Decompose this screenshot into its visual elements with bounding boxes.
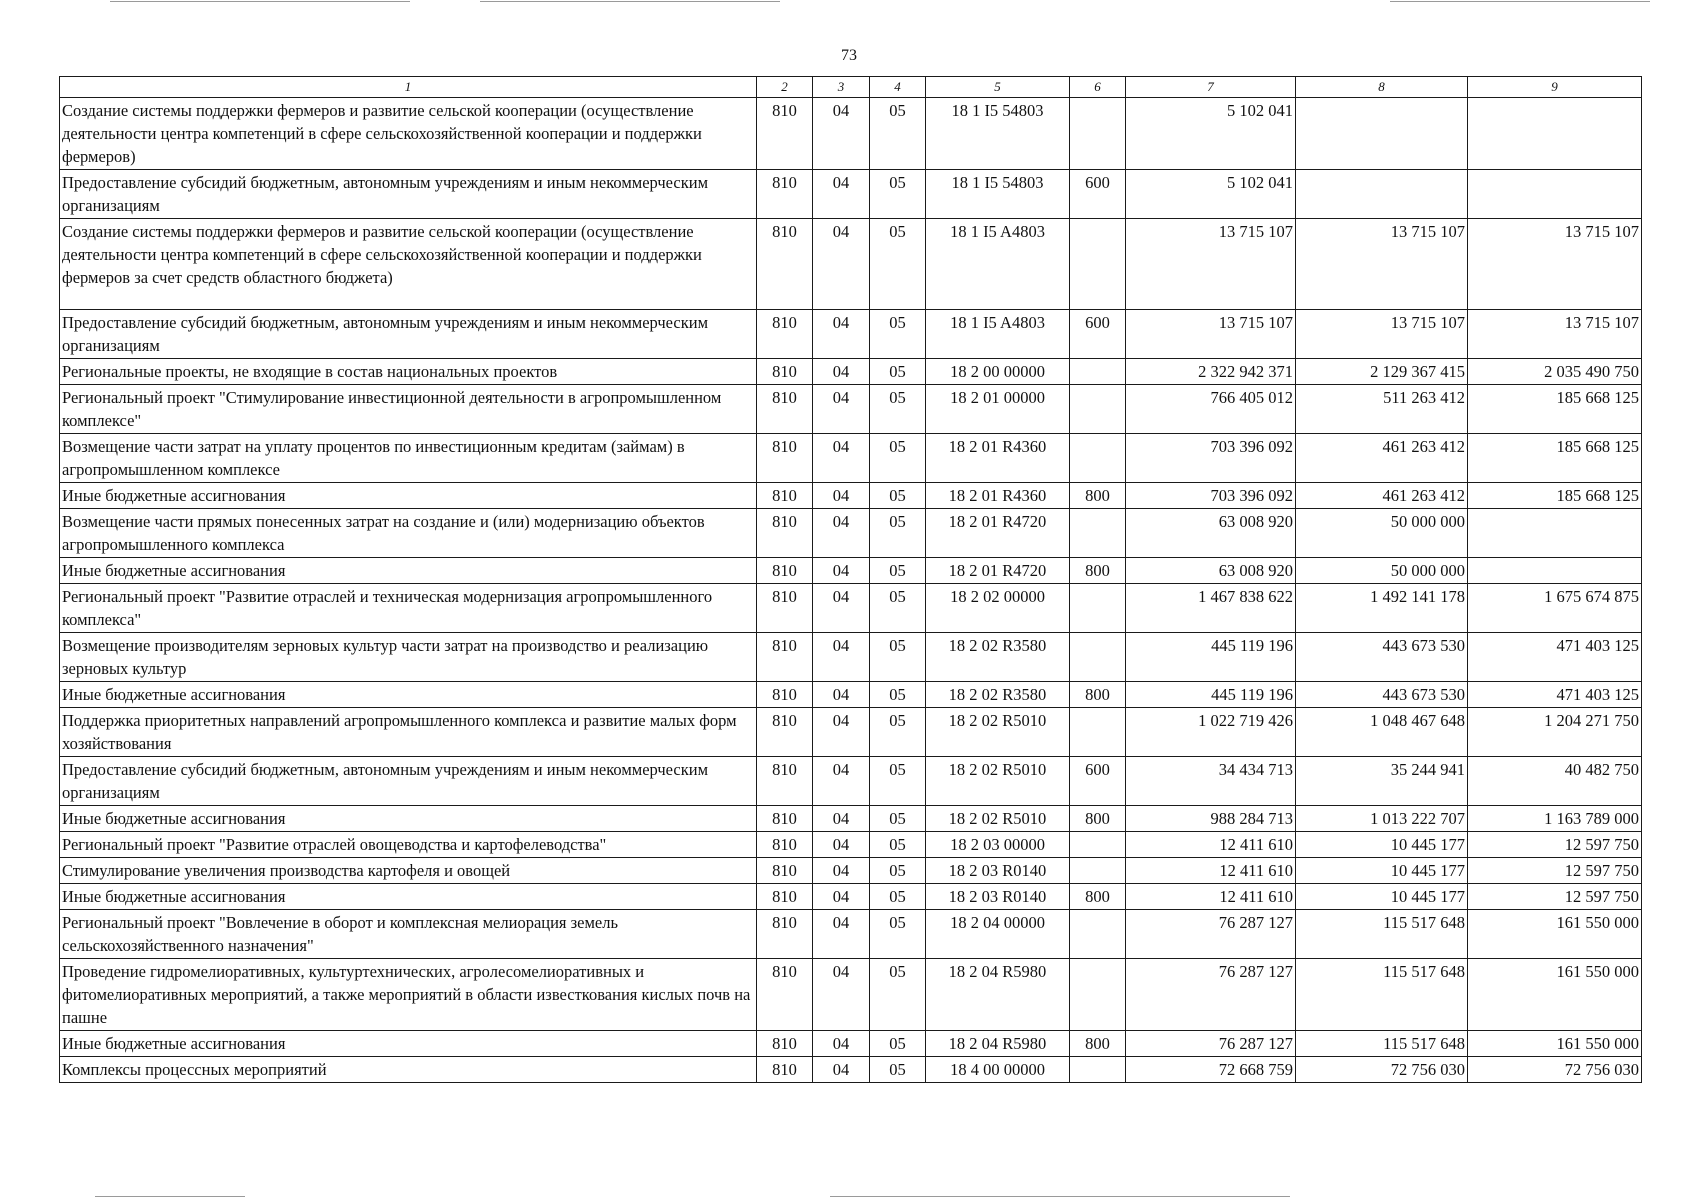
target-article-code: 18 2 01 R4360: [926, 434, 1070, 483]
section-code: 04: [813, 682, 870, 708]
column-header: 9: [1468, 77, 1642, 98]
section-code: 04: [813, 910, 870, 959]
amount-year-2: 115 517 648: [1296, 959, 1468, 1031]
amount-year-1: 12 411 610: [1126, 832, 1296, 858]
section-code: 04: [813, 385, 870, 434]
row-description: Комплексы процессных мероприятий: [60, 1057, 757, 1083]
ministry-code: 810: [757, 584, 813, 633]
scan-artifact-bottom: [95, 1196, 245, 1197]
amount-year-2: [1296, 98, 1468, 170]
table-row: [60, 310, 1642, 359]
table-row: [60, 708, 1642, 757]
ministry-code: 810: [757, 1031, 813, 1057]
expense-type-code: [1070, 98, 1126, 170]
expense-type-code: [1070, 1057, 1126, 1083]
expense-type-code: [1070, 708, 1126, 757]
section-code: 04: [813, 959, 870, 1031]
target-article-code: 18 2 02 R3580: [926, 682, 1070, 708]
subsection-code: 05: [870, 832, 926, 858]
subsection-code: 05: [870, 858, 926, 884]
amount-year-3: 185 668 125: [1468, 434, 1642, 483]
amount-year-3: 185 668 125: [1468, 483, 1642, 509]
expense-type-code: [1070, 959, 1126, 1031]
table-row: [60, 1057, 1642, 1083]
amount-year-3: 2 035 490 750: [1468, 359, 1642, 385]
section-code: 04: [813, 558, 870, 584]
row-description: Стимулирование увеличения производства картофеля и овощей: [60, 858, 757, 884]
subsection-code: 05: [870, 310, 926, 359]
target-article-code: 18 2 01 R4720: [926, 509, 1070, 558]
amount-year-3: 40 482 750: [1468, 757, 1642, 806]
target-article-code: 18 2 04 00000: [926, 910, 1070, 959]
column-header: 8: [1296, 77, 1468, 98]
subsection-code: 05: [870, 359, 926, 385]
ministry-code: 810: [757, 832, 813, 858]
table-row: [60, 1031, 1642, 1057]
section-code: 04: [813, 832, 870, 858]
amount-year-1: 13 715 107: [1126, 219, 1296, 310]
ministry-code: 810: [757, 959, 813, 1031]
amount-year-3: [1468, 509, 1642, 558]
amount-year-1: 2 322 942 371: [1126, 359, 1296, 385]
row-description: Проведение гидромелиоративных, культуртехнических, агролесомелиоративных и фитомелиоративных мероприятий, а также мероприятий в области известкования кислых почв на пашне: [60, 959, 757, 1031]
row-description: Региональные проекты, не входящие в состав национальных проектов: [60, 359, 757, 385]
ministry-code: 810: [757, 385, 813, 434]
ministry-code: 810: [757, 806, 813, 832]
target-article-code: 18 2 02 R5010: [926, 806, 1070, 832]
table-row: [60, 170, 1642, 219]
amount-year-2: 13 715 107: [1296, 219, 1468, 310]
table-row: [60, 98, 1642, 170]
expense-type-code: [1070, 219, 1126, 310]
target-article-code: 18 2 02 00000: [926, 584, 1070, 633]
table-header-row: [60, 77, 1642, 98]
table-row: [60, 959, 1642, 1031]
table-row: [60, 806, 1642, 832]
table-row: [60, 558, 1642, 584]
expense-type-code: 800: [1070, 1031, 1126, 1057]
target-article-code: 18 2 02 R5010: [926, 757, 1070, 806]
amount-year-1: 34 434 713: [1126, 757, 1296, 806]
section-code: 04: [813, 633, 870, 682]
amount-year-1: 13 715 107: [1126, 310, 1296, 359]
section-code: 04: [813, 884, 870, 910]
section-code: 04: [813, 1031, 870, 1057]
row-description: Иные бюджетные ассигнования: [60, 1031, 757, 1057]
row-description: Создание системы поддержки фермеров и развитие сельской кооперации (осуществление деятельности центра компетенций в сфере сельскохозяйственной кооперации и поддержки фермеров): [60, 98, 757, 170]
scan-artifact-top: [1390, 1, 1650, 2]
scan-artifact-bottom: [830, 1196, 1290, 1197]
section-code: 04: [813, 219, 870, 310]
amount-year-2: 443 673 530: [1296, 682, 1468, 708]
amount-year-2: 72 756 030: [1296, 1057, 1468, 1083]
target-article-code: 18 1 I5 A4803: [926, 219, 1070, 310]
amount-year-2: 50 000 000: [1296, 558, 1468, 584]
ministry-code: 810: [757, 219, 813, 310]
amount-year-3: 471 403 125: [1468, 633, 1642, 682]
amount-year-2: 1 048 467 648: [1296, 708, 1468, 757]
amount-year-3: 12 597 750: [1468, 832, 1642, 858]
expense-type-code: 600: [1070, 757, 1126, 806]
row-description: Региональный проект "Развитие отраслей овощеводства и картофелеводства": [60, 832, 757, 858]
subsection-code: 05: [870, 1057, 926, 1083]
subsection-code: 05: [870, 509, 926, 558]
subsection-code: 05: [870, 584, 926, 633]
amount-year-2: 1 013 222 707: [1296, 806, 1468, 832]
amount-year-1: 12 411 610: [1126, 884, 1296, 910]
column-header: 7: [1126, 77, 1296, 98]
target-article-code: 18 2 02 R5010: [926, 708, 1070, 757]
target-article-code: 18 1 I5 54803: [926, 98, 1070, 170]
amount-year-2: 50 000 000: [1296, 509, 1468, 558]
amount-year-1: 445 119 196: [1126, 633, 1296, 682]
expense-type-code: [1070, 633, 1126, 682]
expense-type-code: 600: [1070, 170, 1126, 219]
subsection-code: 05: [870, 558, 926, 584]
section-code: 04: [813, 98, 870, 170]
expense-type-code: [1070, 832, 1126, 858]
row-description: Возмещение части затрат на уплату процентов по инвестиционным кредитам (займам) в агропромышленном комплексе: [60, 434, 757, 483]
ministry-code: 810: [757, 884, 813, 910]
expense-type-code: [1070, 359, 1126, 385]
table-row: [60, 509, 1642, 558]
table-row: [60, 884, 1642, 910]
amount-year-2: 443 673 530: [1296, 633, 1468, 682]
row-description: Иные бюджетные ассигнования: [60, 806, 757, 832]
amount-year-3: 12 597 750: [1468, 884, 1642, 910]
subsection-code: 05: [870, 682, 926, 708]
amount-year-2: 13 715 107: [1296, 310, 1468, 359]
subsection-code: 05: [870, 806, 926, 832]
ministry-code: 810: [757, 1057, 813, 1083]
expense-type-code: 800: [1070, 682, 1126, 708]
expense-type-code: 800: [1070, 483, 1126, 509]
table-row: [60, 757, 1642, 806]
amount-year-1: 76 287 127: [1126, 1031, 1296, 1057]
row-description: Создание системы поддержки фермеров и развитие сельской кооперации (осуществление деятельности центра компетенций в сфере сельскохозяйственной кооперации и поддержки фермеров за счет средств областного бюджета): [60, 219, 757, 310]
table-row: [60, 219, 1642, 310]
expense-type-code: [1070, 434, 1126, 483]
target-article-code: 18 2 02 R3580: [926, 633, 1070, 682]
target-article-code: 18 2 03 R0140: [926, 858, 1070, 884]
subsection-code: 05: [870, 98, 926, 170]
row-description: Региональный проект "Развитие отраслей и техническая модернизация агропромышленного комплекса": [60, 584, 757, 633]
ministry-code: 810: [757, 910, 813, 959]
amount-year-3: 13 715 107: [1468, 219, 1642, 310]
amount-year-1: 1 022 719 426: [1126, 708, 1296, 757]
table-row: [60, 359, 1642, 385]
section-code: 04: [813, 1057, 870, 1083]
column-header: 6: [1070, 77, 1126, 98]
ministry-code: 810: [757, 483, 813, 509]
amount-year-1: 5 102 041: [1126, 170, 1296, 219]
target-article-code: 18 4 00 00000: [926, 1057, 1070, 1083]
amount-year-2: 10 445 177: [1296, 884, 1468, 910]
amount-year-3: 471 403 125: [1468, 682, 1642, 708]
section-code: 04: [813, 806, 870, 832]
subsection-code: 05: [870, 170, 926, 219]
target-article-code: 18 2 04 R5980: [926, 1031, 1070, 1057]
subsection-code: 05: [870, 483, 926, 509]
ministry-code: 810: [757, 434, 813, 483]
target-article-code: 18 2 01 00000: [926, 385, 1070, 434]
amount-year-2: 10 445 177: [1296, 832, 1468, 858]
amount-year-2: 511 263 412: [1296, 385, 1468, 434]
amount-year-1: 63 008 920: [1126, 509, 1296, 558]
expense-type-code: 800: [1070, 806, 1126, 832]
amount-year-1: 76 287 127: [1126, 910, 1296, 959]
ministry-code: 810: [757, 558, 813, 584]
column-header: 4: [870, 77, 926, 98]
amount-year-2: 35 244 941: [1296, 757, 1468, 806]
ministry-code: 810: [757, 757, 813, 806]
row-description: Предоставление субсидий бюджетным, автономным учреждениям и иным некоммерческим организациям: [60, 170, 757, 219]
amount-year-1: 766 405 012: [1126, 385, 1296, 434]
amount-year-3: 72 756 030: [1468, 1057, 1642, 1083]
row-description: Иные бюджетные ассигнования: [60, 483, 757, 509]
table-row: [60, 434, 1642, 483]
column-header: 1: [60, 77, 757, 98]
target-article-code: 18 2 03 00000: [926, 832, 1070, 858]
amount-year-1: 5 102 041: [1126, 98, 1296, 170]
subsection-code: 05: [870, 884, 926, 910]
row-description: Иные бюджетные ассигнования: [60, 884, 757, 910]
amount-year-1: 703 396 092: [1126, 483, 1296, 509]
table-row: [60, 385, 1642, 434]
target-article-code: 18 2 01 R4360: [926, 483, 1070, 509]
target-article-code: 18 2 04 R5980: [926, 959, 1070, 1031]
amount-year-1: 988 284 713: [1126, 806, 1296, 832]
amount-year-3: 13 715 107: [1468, 310, 1642, 359]
amount-year-3: 161 550 000: [1468, 910, 1642, 959]
amount-year-2: 1 492 141 178: [1296, 584, 1468, 633]
subsection-code: 05: [870, 959, 926, 1031]
amount-year-1: 76 287 127: [1126, 959, 1296, 1031]
ministry-code: 810: [757, 310, 813, 359]
amount-year-3: [1468, 170, 1642, 219]
amount-year-1: 12 411 610: [1126, 858, 1296, 884]
target-article-code: 18 1 I5 A4803: [926, 310, 1070, 359]
amount-year-2: 2 129 367 415: [1296, 359, 1468, 385]
target-article-code: 18 1 I5 54803: [926, 170, 1070, 219]
section-code: 04: [813, 434, 870, 483]
amount-year-3: 1 675 674 875: [1468, 584, 1642, 633]
page-number: 73: [841, 47, 857, 64]
scan-artifact-top: [480, 1, 780, 2]
row-description: Возмещение производителям зерновых культур части затрат на производство и реализацию зерновых культур: [60, 633, 757, 682]
ministry-code: 810: [757, 509, 813, 558]
expense-type-code: [1070, 385, 1126, 434]
expense-type-code: [1070, 509, 1126, 558]
subsection-code: 05: [870, 434, 926, 483]
column-header: 5: [926, 77, 1070, 98]
budget-table: [59, 76, 1642, 1083]
row-description: Предоставление субсидий бюджетным, автономным учреждениям и иным некоммерческим организациям: [60, 310, 757, 359]
amount-year-2: [1296, 170, 1468, 219]
expense-type-code: 800: [1070, 884, 1126, 910]
target-article-code: 18 2 00 00000: [926, 359, 1070, 385]
amount-year-3: 161 550 000: [1468, 959, 1642, 1031]
table-row: [60, 584, 1642, 633]
amount-year-3: 1 204 271 750: [1468, 708, 1642, 757]
amount-year-3: 1 163 789 000: [1468, 806, 1642, 832]
table-row: [60, 633, 1642, 682]
ministry-code: 810: [757, 359, 813, 385]
column-header: 2: [757, 77, 813, 98]
section-code: 04: [813, 509, 870, 558]
row-description: Возмещение части прямых понесенных затрат на создание и (или) модернизацию объектов агропромышленного комплекса: [60, 509, 757, 558]
amount-year-1: 703 396 092: [1126, 434, 1296, 483]
subsection-code: 05: [870, 385, 926, 434]
expense-type-code: 600: [1070, 310, 1126, 359]
amount-year-2: 115 517 648: [1296, 1031, 1468, 1057]
amount-year-1: 445 119 196: [1126, 682, 1296, 708]
amount-year-1: 1 467 838 622: [1126, 584, 1296, 633]
expense-type-code: [1070, 584, 1126, 633]
column-header: 3: [813, 77, 870, 98]
ministry-code: 810: [757, 170, 813, 219]
amount-year-1: 63 008 920: [1126, 558, 1296, 584]
row-description: Поддержка приоритетных направлений агропромышленного комплекса и развитие малых форм хозяйствования: [60, 708, 757, 757]
table-row: [60, 832, 1642, 858]
subsection-code: 05: [870, 708, 926, 757]
amount-year-2: 461 263 412: [1296, 434, 1468, 483]
amount-year-3: 12 597 750: [1468, 858, 1642, 884]
amount-year-2: 115 517 648: [1296, 910, 1468, 959]
target-article-code: 18 2 03 R0140: [926, 884, 1070, 910]
table-row: [60, 858, 1642, 884]
ministry-code: 810: [757, 858, 813, 884]
table-row: [60, 483, 1642, 509]
table-row: [60, 682, 1642, 708]
ministry-code: 810: [757, 98, 813, 170]
ministry-code: 810: [757, 682, 813, 708]
section-code: 04: [813, 584, 870, 633]
target-article-code: 18 2 01 R4720: [926, 558, 1070, 584]
section-code: 04: [813, 757, 870, 806]
table-row: [60, 910, 1642, 959]
section-code: 04: [813, 170, 870, 219]
amount-year-3: [1468, 558, 1642, 584]
expense-type-code: 800: [1070, 558, 1126, 584]
section-code: 04: [813, 483, 870, 509]
amount-year-1: 72 668 759: [1126, 1057, 1296, 1083]
row-description: Региональный проект "Вовлечение в оборот и комплексная мелиорация земель сельскохозяйственного назначения": [60, 910, 757, 959]
amount-year-3: 161 550 000: [1468, 1031, 1642, 1057]
amount-year-3: [1468, 98, 1642, 170]
row-description: Иные бюджетные ассигнования: [60, 682, 757, 708]
section-code: 04: [813, 359, 870, 385]
table-body: [60, 98, 1642, 1083]
row-description: Предоставление субсидий бюджетным, автономным учреждениям и иным некоммерческим организациям: [60, 757, 757, 806]
expense-type-code: [1070, 910, 1126, 959]
subsection-code: 05: [870, 633, 926, 682]
section-code: 04: [813, 858, 870, 884]
ministry-code: 810: [757, 708, 813, 757]
section-code: 04: [813, 708, 870, 757]
row-description: Региональный проект "Стимулирование инвестиционной деятельности в агропромышленном комплексе": [60, 385, 757, 434]
subsection-code: 05: [870, 219, 926, 310]
expense-type-code: [1070, 858, 1126, 884]
subsection-code: 05: [870, 757, 926, 806]
scan-artifact-top: [110, 1, 410, 2]
ministry-code: 810: [757, 633, 813, 682]
section-code: 04: [813, 310, 870, 359]
subsection-code: 05: [870, 910, 926, 959]
amount-year-3: 185 668 125: [1468, 385, 1642, 434]
row-description: Иные бюджетные ассигнования: [60, 558, 757, 584]
amount-year-2: 10 445 177: [1296, 858, 1468, 884]
amount-year-2: 461 263 412: [1296, 483, 1468, 509]
subsection-code: 05: [870, 1031, 926, 1057]
